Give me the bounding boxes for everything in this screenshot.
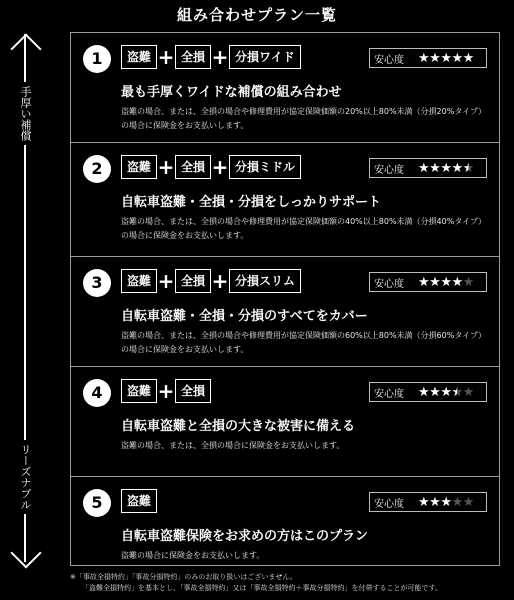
coverage-chip: 全損 [175, 155, 211, 179]
coverage-chips [121, 379, 211, 403]
rating-label: 安心度 [374, 388, 404, 400]
plus-icon: + [157, 379, 175, 403]
page-title: 組み合わせプラン一覧 [176, 6, 337, 24]
star-icon: ★ [429, 494, 441, 510]
coverage-chip: 全損 [175, 269, 211, 293]
star-icon: ★ [440, 494, 452, 510]
star-icon: ★ [440, 50, 452, 66]
plan-headline: 自転車盗難保険をお求めの方はこのプラン [121, 529, 369, 544]
star-icon: ★ [451, 384, 463, 400]
safety-rating [369, 492, 487, 512]
coverage-chip: 盗難 [121, 379, 157, 403]
plan-description: 盗難の場合、または、全損の場合や修理費用が協定保険価額の60%以上80%未満（分損60%タイプ）の場合に保険金をお支払いします。 [121, 331, 487, 354]
plan-headline: 最も手厚くワイドな補償の組み合わせ [121, 85, 342, 100]
coverage-chip: 盗難 [121, 45, 157, 69]
plus-icon: + [211, 155, 229, 179]
safety-rating [369, 158, 487, 178]
plan-description: 盗難の場合、または、全損の場合や修理費用が協定保険価額の20%以上80%未満（分損20%タイプ）の場合に保険金をお支払いします。 [121, 107, 487, 130]
plan-number: 2 [83, 155, 111, 183]
coverage-chip: 盗難 [121, 155, 157, 179]
plan-headline: 自転車盗難と全損の大きな被害に備える [121, 419, 356, 434]
plus-icon: + [211, 45, 229, 69]
plan-description: 盗難の場合に保険金をお支払いします。 [121, 551, 265, 560]
coverage-chip: 盗難 [121, 489, 157, 513]
coverage-chip: 全損 [175, 379, 211, 403]
plan-card [70, 256, 500, 368]
star-icon: ★ [418, 160, 430, 176]
arrow-up-icon [10, 33, 41, 64]
coverage-chip: 盗難 [121, 269, 157, 293]
plan-card [70, 366, 500, 478]
star-icon: ★ [418, 50, 430, 66]
star-icon: ★ [429, 384, 441, 400]
safety-rating [369, 272, 487, 292]
star-icon: ★ [418, 274, 430, 290]
star-icon: ★ [462, 160, 474, 176]
plan-headline: 自転車盗難・全損・分損のすべてをカバー [121, 309, 368, 324]
plan-number: 4 [83, 379, 111, 407]
rating-label: 安心度 [374, 164, 404, 176]
axis-label-top: 手厚い補償 [14, 82, 36, 145]
plan-number: 3 [83, 269, 111, 297]
safety-rating [369, 382, 487, 402]
star-icon: ★ [440, 274, 452, 290]
plan-description: 盗難の場合、または、全損の場合に保険金をお支払いします。 [121, 441, 345, 450]
plus-icon: + [157, 155, 175, 179]
plan-description: 盗難の場合、または、全損の場合や修理費用が協定保険価額の40%以上80%未満（分損40%タイプ）の場合に保険金をお支払いします。 [121, 217, 487, 240]
star-icon: ★ [440, 384, 452, 400]
star-icon: ★ [429, 274, 441, 290]
plan-number: 5 [83, 489, 111, 517]
coverage-chip: 分損ミドル [229, 155, 301, 179]
coverage-chips [121, 269, 301, 293]
rating-label: 安心度 [374, 54, 404, 66]
plan-card [70, 32, 500, 144]
star-icon: ★ [451, 274, 463, 290]
rating-label: 安心度 [374, 498, 404, 510]
star-icon: ★ [462, 494, 474, 510]
star-icon: ★ [462, 384, 474, 400]
star-icon: ★ [451, 160, 463, 176]
axis-label-bottom: リーズナブル [14, 440, 36, 514]
star-icon: ★ [429, 50, 441, 66]
safety-rating [369, 48, 487, 68]
star-icon: ★ [418, 384, 430, 400]
coverage-chips [121, 155, 301, 179]
footnotes [70, 572, 510, 594]
coverage-scale-axis [6, 30, 44, 570]
footnote-line: 「盗難全損特約」を基本とし、「事故全損特約」又は「事故全損特約＋事故分損特約」を付帯することが可能です。 [82, 584, 442, 592]
rating-label: 安心度 [374, 278, 404, 290]
star-icon: ★ [462, 274, 474, 290]
star-icon: ★ [440, 160, 452, 176]
coverage-chip: 分損ワイド [229, 45, 301, 69]
star-icon: ★ [462, 50, 474, 66]
plan-card [70, 142, 500, 258]
plan-headline: 自転車盗難・全損・分損をしっかりサポート [121, 195, 382, 210]
star-icon: ★ [429, 160, 441, 176]
star-icon: ★ [418, 494, 430, 510]
star-icon: ★ [451, 50, 463, 66]
plus-icon: + [211, 269, 229, 293]
arrow-down-icon [10, 537, 41, 568]
coverage-chip: 全損 [175, 45, 211, 69]
plus-icon: + [157, 269, 175, 293]
plan-card [70, 476, 500, 566]
coverage-chips [121, 45, 301, 69]
coverage-chips [121, 489, 157, 513]
plan-number: 1 [83, 45, 111, 73]
star-icon: ★ [451, 494, 463, 510]
footnote-line: ※「事故全損特約」「事故分損特約」のみのお取り扱いはございません。 [70, 573, 297, 581]
coverage-chip: 分損スリム [229, 269, 301, 293]
plus-icon: + [157, 45, 175, 69]
